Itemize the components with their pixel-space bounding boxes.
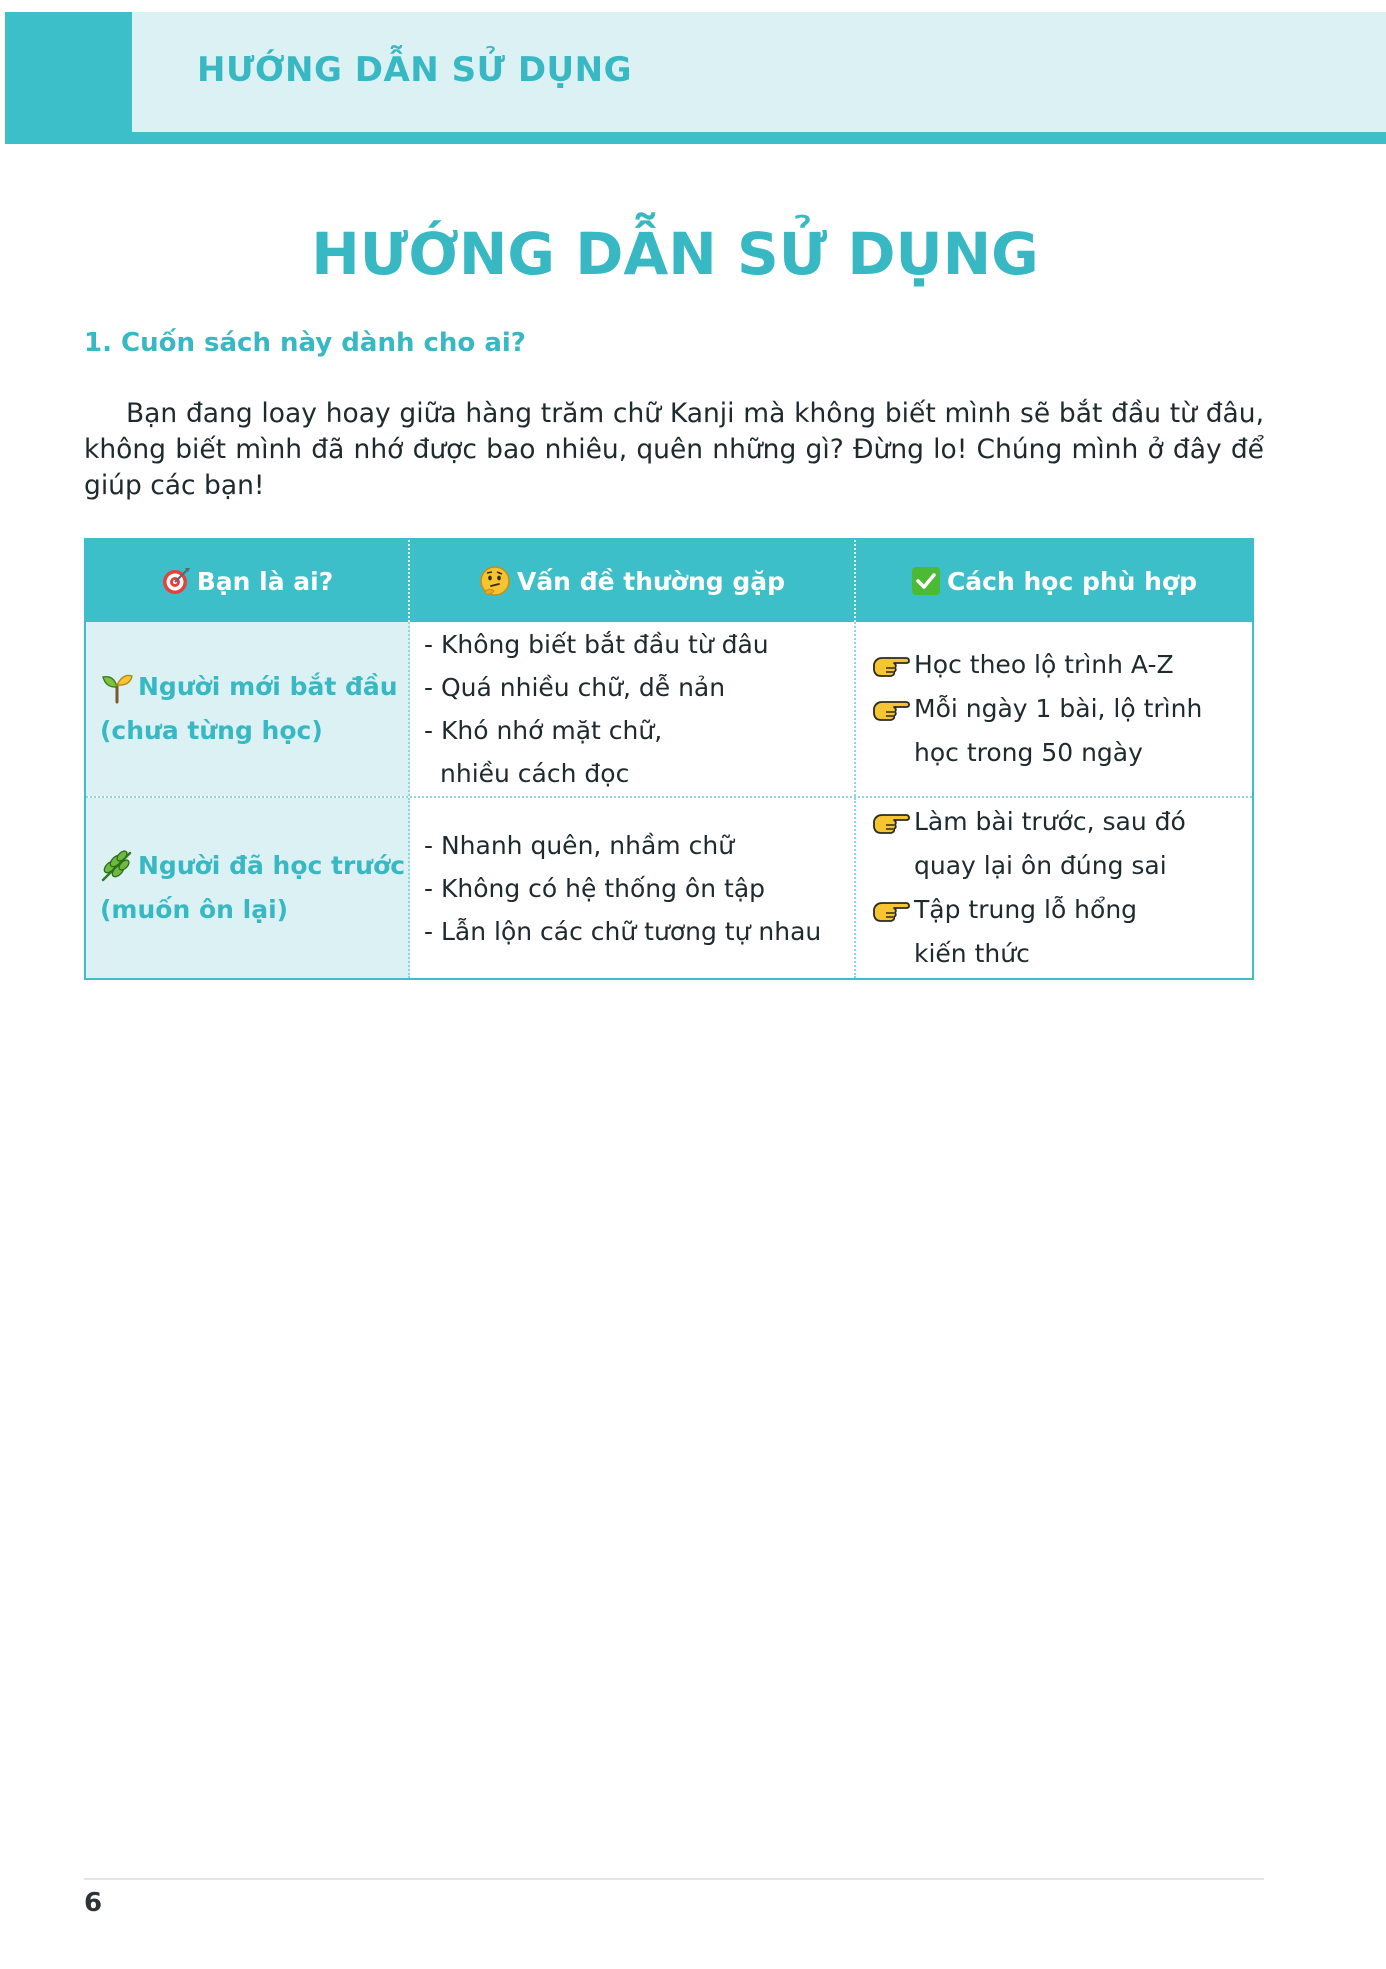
table-header-cell — [86, 540, 410, 622]
header-label-problems: Vấn đề thường gặp — [516, 566, 786, 596]
table-header-cell — [856, 540, 1252, 622]
table-cell-method — [856, 622, 1252, 796]
list-item: Tập trung lỗ hổng — [872, 888, 1186, 932]
header-label-method: Cách học phù hợp — [946, 566, 1198, 596]
who-label: Người đã học trước — [138, 851, 406, 880]
list-item: - Quá nhiều chữ, dễ nản — [424, 673, 726, 702]
list-item: - Không biết bắt đầu từ đâu — [424, 630, 769, 659]
list-item: nhiều cách đọc — [440, 759, 630, 788]
table-row — [86, 622, 1252, 798]
who-sublabel: (chưa từng học) — [100, 716, 323, 745]
pointing-hand-icon — [872, 696, 910, 722]
who-label: Người mới bắt đầu — [138, 672, 398, 701]
thinking-face-icon — [479, 565, 511, 597]
intro-paragraph: Bạn đang loay hoay giữa hàng trăm chữ Kanji mà không biết mình sẽ bắt đầu từ đâu, không biết mình đã nhớ được bao nhiêu, quên những gì? Đừng lo! Chúng mình ở đây để giúp các bạn! — [84, 398, 1264, 501]
target-icon — [161, 566, 191, 596]
table-header-row — [86, 540, 1252, 622]
list-item: Học theo lộ trình A-Z — [872, 643, 1202, 687]
list-item: Làm bài trước, sau đó — [872, 800, 1186, 844]
list-item: Mỗi ngày 1 bài, lộ trình — [872, 687, 1202, 731]
table-cell-who — [86, 798, 410, 978]
list-item: - Không có hệ thống ôn tập — [424, 873, 766, 903]
list-item: - Khó nhớ mặt chữ, — [424, 716, 663, 745]
pointing-hand-icon — [872, 897, 910, 923]
check-box-icon — [911, 566, 941, 596]
running-header-title: HƯỚNG DẪN SỬ DỤNG — [197, 50, 633, 90]
seedling-icon — [100, 670, 134, 704]
table-row — [86, 798, 1252, 978]
list-item: - Nhanh quên, nhầm chữ — [424, 830, 735, 860]
table-cell-problems — [410, 622, 856, 796]
table-header-cell — [410, 540, 856, 622]
table-cell-who — [86, 622, 410, 796]
table-cell-problems — [410, 798, 856, 978]
page-title: HƯỚNG DẪN SỬ DỤNG — [311, 220, 1039, 288]
page-number: 6 — [84, 1888, 103, 1918]
pointing-hand-icon — [872, 809, 910, 835]
list-item: học trong 50 ngày — [914, 738, 1143, 767]
table-cell-method — [856, 798, 1252, 978]
list-item: kiến thức — [914, 939, 1030, 968]
footer-divider — [84, 1878, 1264, 1880]
who-sublabel: (muốn ôn lại) — [100, 895, 289, 924]
list-item: - Lẫn lộn các chữ tương tự nhau — [424, 916, 822, 946]
herb-icon — [100, 849, 134, 883]
section-heading: 1. Cuốn sách này dành cho ai? — [84, 328, 526, 358]
header-label-who: Bạn là ai? — [196, 566, 334, 596]
pointing-hand-icon — [872, 652, 910, 678]
list-item: quay lại ôn đúng sai — [914, 851, 1167, 880]
audience-table — [84, 538, 1254, 980]
header-tab — [5, 12, 132, 132]
